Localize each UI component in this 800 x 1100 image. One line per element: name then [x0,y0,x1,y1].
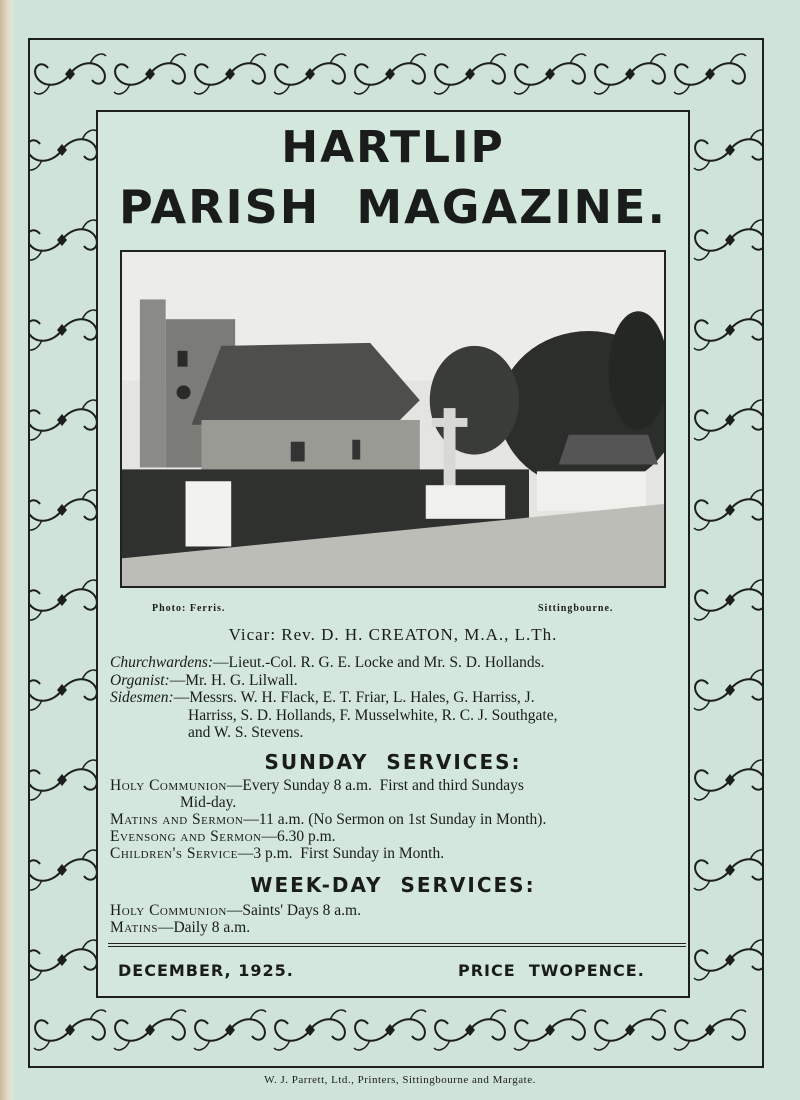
weekday-holy-communion-text: —Saints' Days 8 a.m. [226,902,361,919]
holy-communion-text: —Every Sunday 8 a.m. First and third Sundays [226,777,524,794]
holy-communion-text-2: Mid-day. [180,794,237,811]
weekday-matins-text: —Daily 8 a.m. [157,919,251,936]
weekday-services-list [110,902,682,936]
churchwardens-text: —Lieut.-Col. R. G. E. Locke and Mr. S. D. Hollands. [213,654,545,671]
organist-line [110,672,680,690]
left-border-ornament [30,130,98,980]
right-border-ornament [694,130,762,980]
weekday-matins-label: Matins [110,919,158,936]
divider-rule [108,943,686,944]
organist-text: —Mr. H. G. Lilwall. [169,671,298,689]
sidesmen-label: Sidesmen: [110,689,174,706]
evensong-text: —6.30 p.m. [261,828,336,845]
vicar-line: Vicar: Rev. D. H. CREATON, M.A., L.Th. [228,625,558,644]
divider-rule [108,946,686,947]
weekday-holy-communion-line [110,902,682,919]
organist-label: Organist: [110,671,170,689]
weekday-services-heading: WEEK-DAY SERVICES: [250,873,536,897]
weekday-holy-communion-label: Holy Communion [110,902,227,919]
printer-imprint: W. J. Parrett, Ltd., Printers, Sittingbourne and Margate. [264,1074,536,1086]
sidesmen-text-2: Harriss, S. D. Hollands, F. Musselwhite, R. C. J. Southgate, [188,706,558,724]
issue-price: PRICE TWOPENCE. [458,961,645,980]
photo-credit-right: Sittingbourne. [538,603,614,614]
sidesmen-text-1: —Messrs. W. H. Flack, E. T. Friar, L. Hales, G. Harriss, J. [173,689,535,706]
churchwardens-label: Churchwardens: [110,654,214,671]
sunday-services-list [110,777,682,862]
issue-date: DECEMBER, 1925. [118,961,294,980]
childrens-service-text: —3 p.m. First Sunday in Month. [237,845,445,862]
evensong-label: Evensong and Sermon [110,828,262,845]
matins-sermon-label: Matins and Sermon [110,811,244,828]
book-spine-edge [0,0,14,1100]
top-border-ornament [34,54,746,94]
evensong-line [110,828,682,845]
bottom-border-ornament [34,1010,746,1050]
weekday-matins-line [110,919,682,936]
sidesmen-text-3: and W. S. Stevens. [188,724,304,741]
matins-sermon-line [110,811,682,828]
masthead-line-1: HARTLIP [281,122,505,173]
sunday-services-heading: SUNDAY SERVICES: [264,750,522,774]
masthead-line-2: PARISH MAGAZINE. [119,180,667,234]
matins-sermon-text: —11 a.m. (No Sermon on 1st Sunday in Month). [243,811,547,828]
churchwardens-line [110,654,680,672]
holy-communion-line [110,777,682,794]
childrens-service-line [110,845,682,862]
photo-credit-left: Photo: Ferris. [152,603,226,614]
church-photograph [120,250,666,588]
holy-communion-label: Holy Communion [110,777,227,794]
sidesmen-line [110,689,680,707]
childrens-service-label: Children's Service [110,845,238,862]
parish-officers [110,654,680,742]
